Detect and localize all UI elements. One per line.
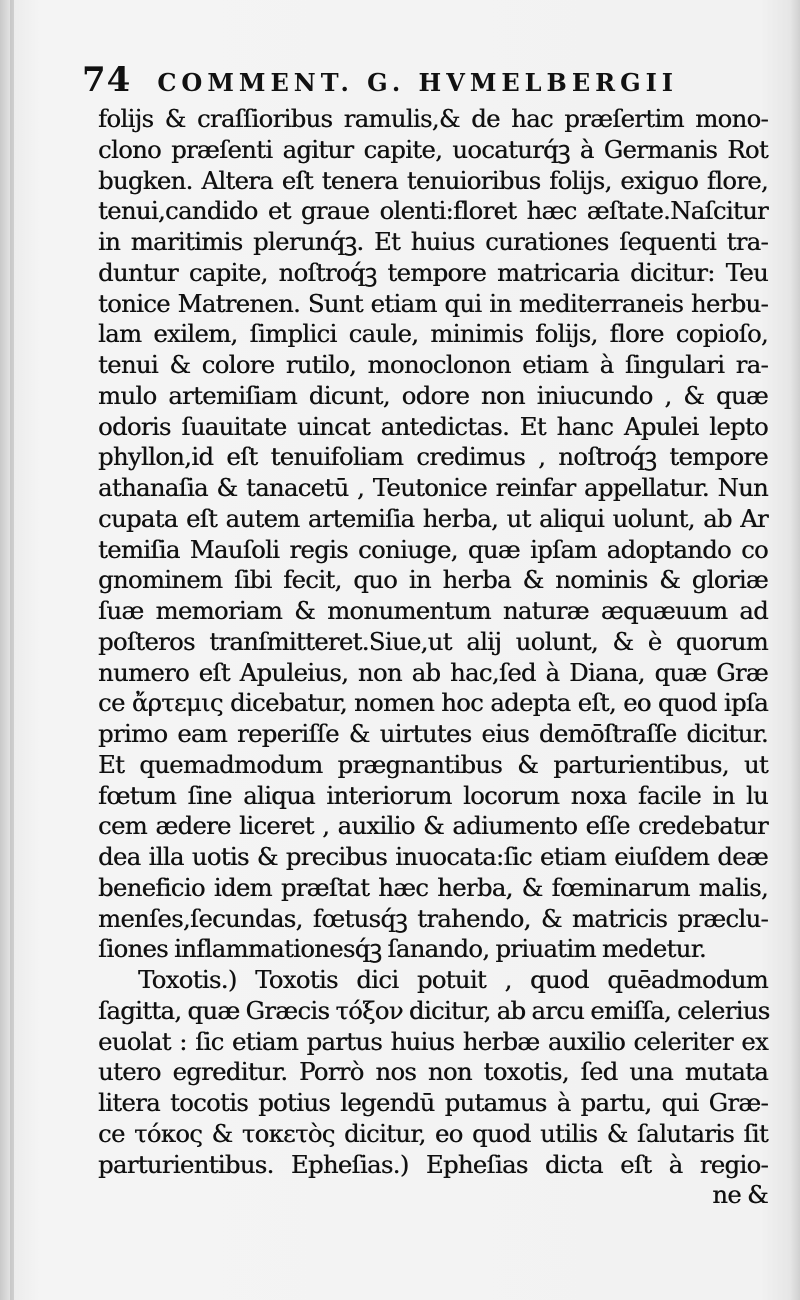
text-line: ſuæ memoriam & monumentum naturæ æquæuum ad xyxy=(98,597,768,625)
body-text xyxy=(98,104,768,1211)
text-line: clono præſenti agitur capite, uocaturq́ꝫ à Germanis Rot xyxy=(98,135,768,164)
text-line: folijs & craſſioribus ramulis,& de hac præſertim mono- xyxy=(98,105,768,133)
running-head: COMMENT. G. HVMELBERGII xyxy=(157,68,679,97)
text-line: fœtum ſine aliqua interiorum locorum noxa facile in lu xyxy=(98,781,768,810)
text-line: ce ἄρτεμις dicebatur, nomen hoc adepta eſt, eo quod ipſa xyxy=(98,689,768,718)
catchword: ne & xyxy=(712,1181,768,1210)
page-number: 74 xyxy=(82,60,132,100)
text-line: cem ædere liceret , auxilio & adiumento eſſe credebatur xyxy=(98,812,768,841)
text-line: euolat : ſic etiam partus huius herbæ auxilio celeriter ex xyxy=(98,1027,768,1056)
text-line: lam exilem, ſimplici caule, minimis folijs, flore copioſo, xyxy=(98,320,768,349)
text-line: tenui,candido et graue olenti:floret hæc æſtate.Naſcitur xyxy=(98,197,768,226)
text-line: mulo artemiſiam dicunt, odore non iniucundo , & quæ xyxy=(98,381,768,410)
text-line: numero eſt Apuleius, non ab hac,ſed à Diana, quæ Græ xyxy=(98,658,768,687)
text-line: tenui & colore rutilo, monoclonon etiam à ſingulari ra- xyxy=(98,351,768,379)
text-line: menſes,ſecundas, fœtusq́ꝫ trahendo, & matricis præclu- xyxy=(98,904,768,933)
text-line: primo eam reperiſſe & uirtutes eius demōſtraſſe dicitur. xyxy=(98,720,768,748)
text-line: odoris ſuauitate uincat antedictas. Et hanc Apulei lepto xyxy=(98,412,768,441)
text-line: beneficio idem præſtat hæc herba, & fœminarum malis, xyxy=(98,873,768,902)
text-line: tonice Matrenen. Sunt etiam qui in mediterraneis herbu- xyxy=(98,289,768,318)
text-line: bugken. Altera eſt tenera tenuioribus folijs, exiguo flore, xyxy=(98,166,768,195)
text-line: phyllon,id eſt tenuifoliam credimus , noſtroq́ꝫ tempore xyxy=(98,443,768,472)
text-line: gnominem ſibi fecit, quo in herba & nominis & gloriæ xyxy=(98,566,768,595)
text-line: in maritimis plerunq́ꝫ. Et huius curationes ſequenti tra- xyxy=(98,228,768,256)
text-line: utero egreditur. Porrò nos non toxotis, ſed una mutata xyxy=(98,1058,768,1087)
text-line: parturientibus. Epheſias.) Epheſias dicta eſt à regio- xyxy=(98,1150,768,1179)
text-line: Et quemadmodum prægnantibus & parturientibus, ut xyxy=(98,750,768,779)
text-line: temiſia Mauſoli regis coniuge, quæ ipſam adoptando co xyxy=(98,535,768,564)
text-line: ce τόκος & τοκετὸς dicitur, eo quod utilis & ſalutaris ſit xyxy=(98,1119,768,1148)
text-line: ſiones inflammationesq́ꝫ ſanando, priuatim medetur. xyxy=(98,935,706,964)
text-line: poſteros tranſmitteret.Siue,ut alij uolunt, & è quorum xyxy=(98,627,768,656)
page-header xyxy=(82,60,732,104)
text-line: duntur capite, noſtroq́ꝫ tempore matricaria dicitur: Teu xyxy=(98,258,768,287)
text-line: cupata eſt autem artemiſia herba, ut aliqui uolunt, ab Ar xyxy=(98,504,768,533)
text-line: dea illa uotis & precibus inuocata:ſic etiam eiuſdem deæ xyxy=(98,843,768,871)
text-line: athanaſia & tanacetū , Teutonice reinfar appellatur. Nun xyxy=(98,474,768,502)
text-line: Toxotis.) Toxotis dici potuit , quod quēadmodum xyxy=(138,966,768,994)
text-line: ſagitta, quæ Græcis τόξον dicitur, ab arcu emiſſa, celerius xyxy=(98,996,770,1025)
text-line: litera tocotis potius legendū putamus à partu, qui Græ- xyxy=(98,1089,768,1117)
